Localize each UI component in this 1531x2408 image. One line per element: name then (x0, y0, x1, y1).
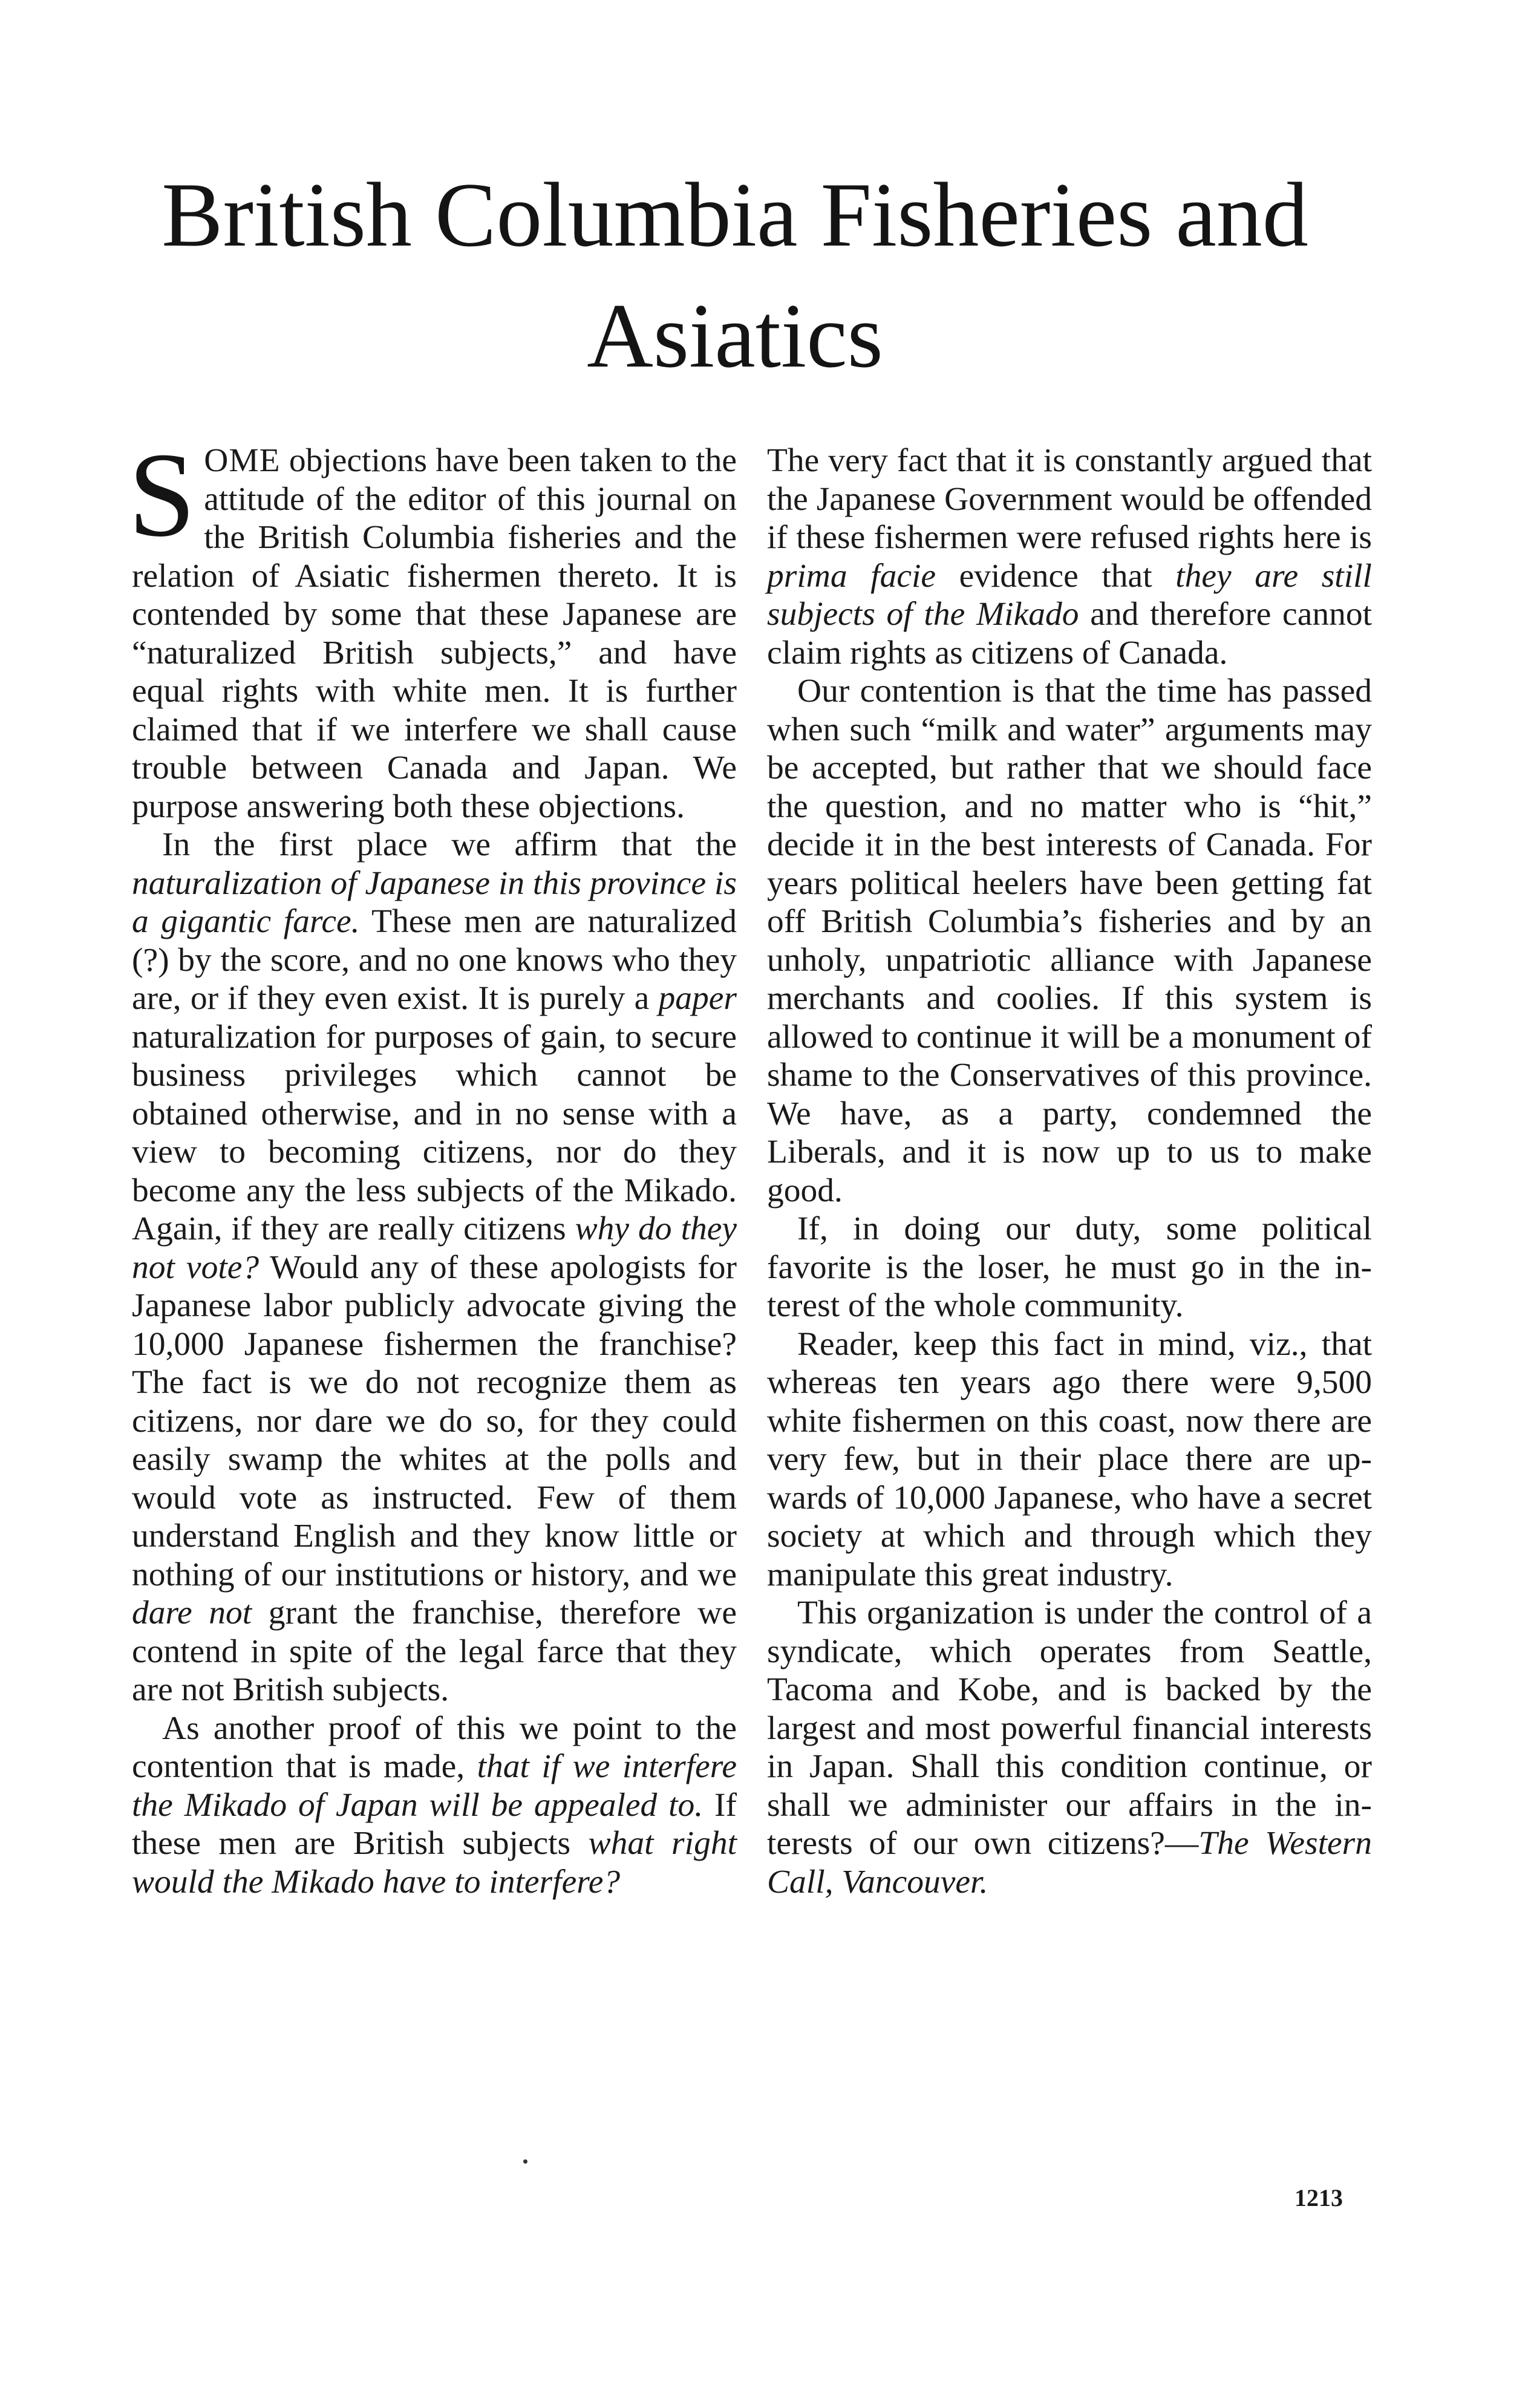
paragraph-3-text-c: If these men are British subjects (132, 1786, 737, 1862)
print-speck (523, 2159, 527, 2164)
paragraph-2-text-e: naturalization for purposes of gain, to secure business privileges which cannot be obtained otherwise, and in no sense with a view to becoming citizens, nor do they become any the less subjects of the Mikado. Again, if they are really citizens (132, 1018, 737, 1247)
paragraph-2-italic-f: why do they not vote? (132, 1210, 737, 1286)
paragraph-3-text-g: evidence that (936, 557, 1176, 595)
paragraph-3-text-i: and therefore cannot claim rights as citizens of Canada. (767, 596, 1372, 671)
source-attribution: The Western Call, Vancouver. (767, 1825, 1372, 1901)
paragraph-3-italic-d: what right would the Mikado have to interfere? (132, 1825, 737, 1901)
paragraph-3-text-a: As another proof of this we point to the contention that is made, (132, 1709, 737, 1785)
paragraph-7 (767, 1594, 1372, 1901)
paragraph-1-text: objections have been taken to the attitude of the editor of this journal on the British Columbia fisheries and the relation of Asiatic fishermen thereto. It is contended by some that these Japanese are “naturalized British subjects,” and have equal rights with white men. It is further claimed that if we interfere we shall cause trouble between Canada and Japan. We purpose answering both these objections. (132, 442, 737, 825)
paragraph-3-text-e: The very fact that it is constantly argued that the Japanese Government would be offended if these fishermen were refused rights here is (767, 442, 1372, 556)
article-column-right (767, 442, 1372, 1901)
article-column-left (128, 428, 737, 1901)
paragraph-6: Reader, keep this fact in mind, viz., that whereas ten years ago there were 9,500 white fishermen on this coast, now there are very few, but in their place there are upwards of 10,000 Japanese, who have a secret society at which and through which they manipulate this great industry. (767, 1325, 1372, 1593)
paragraph-3-italic-h: they are still subjects of the Mikado (767, 557, 1372, 633)
paragraph-2-italic-b: naturalization of Japanese in this province is a gigantic farce. (132, 864, 737, 940)
page-number: 1213 (1294, 2184, 1343, 2211)
paragraph-2-text-c: These men are naturalized (?) by the score, and no one knows who they are, or if they even exist. It is purely a (132, 903, 737, 1017)
article-title: British Columbia Fisheries and Asiatics (162, 164, 1308, 387)
paragraph-1 (128, 428, 737, 826)
paragraph-3 (132, 1709, 737, 1902)
paragraph-5: If, in doing our duty, some political favorite is the loser, he must go in the interest of the whole community. (767, 1210, 1372, 1324)
paragraph-2-italic-d: paper (658, 980, 737, 1017)
paragraph-2-text-i: grant the franchise, therefore we contend in spite of the legal farce that they are not British subjects. (132, 1594, 737, 1708)
paragraph-7-text-a: This organization is under the control of a syndicate, which operates from Seattle, Tacoma and Kobe, and is backed by the largest and most powerful financial interests in Japan. Shall this condition continue, or shall we administer our affairs in the interests of our own citizens?— (767, 1594, 1372, 1862)
drop-cap: S (128, 428, 196, 562)
paragraph-4: Our contention is that the time has passed when such “milk and water” arguments may be accepted, but rather that we should face the question, and no matter who is “hit,” decide it in the best interests of Canada. For years political heelers have been getting fat off British Columbia’s fisheries and by an unholy, unpatriotic alliance with Japanese merchants and coolies. If this system is allowed to continue it will be a monument of shame to the Conservatives of this province. We have, as a party, condemned the Liberals, and it is now up to us to make good. (767, 673, 1372, 1209)
paragraph-2-italic-h: dare not (132, 1594, 252, 1631)
lead-word-rest: OME (204, 442, 281, 479)
paragraph-2-text-g: Would any of these apologists for Japanese labor publicly advocate giving the 10,000 Japanese fishermen the franchise? The fact is we do not recognize them as citizens, nor dare we do so, for they could easily swamp the whites at the polls and would vote as instructed. Few of them understand English and they know little or nothing of our institutions or history, and we (132, 1248, 737, 1593)
paragraph-3-italic-b: that if we interfere the Mikado of Japan will be appealed to. (132, 1748, 737, 1824)
paragraph-2 (132, 826, 737, 1709)
paragraph-2-text-a: In the first place we affirm that the (162, 826, 737, 863)
paragraph-3-continued (767, 442, 1372, 672)
paragraph-3-italic-f: prima facie (767, 557, 936, 595)
